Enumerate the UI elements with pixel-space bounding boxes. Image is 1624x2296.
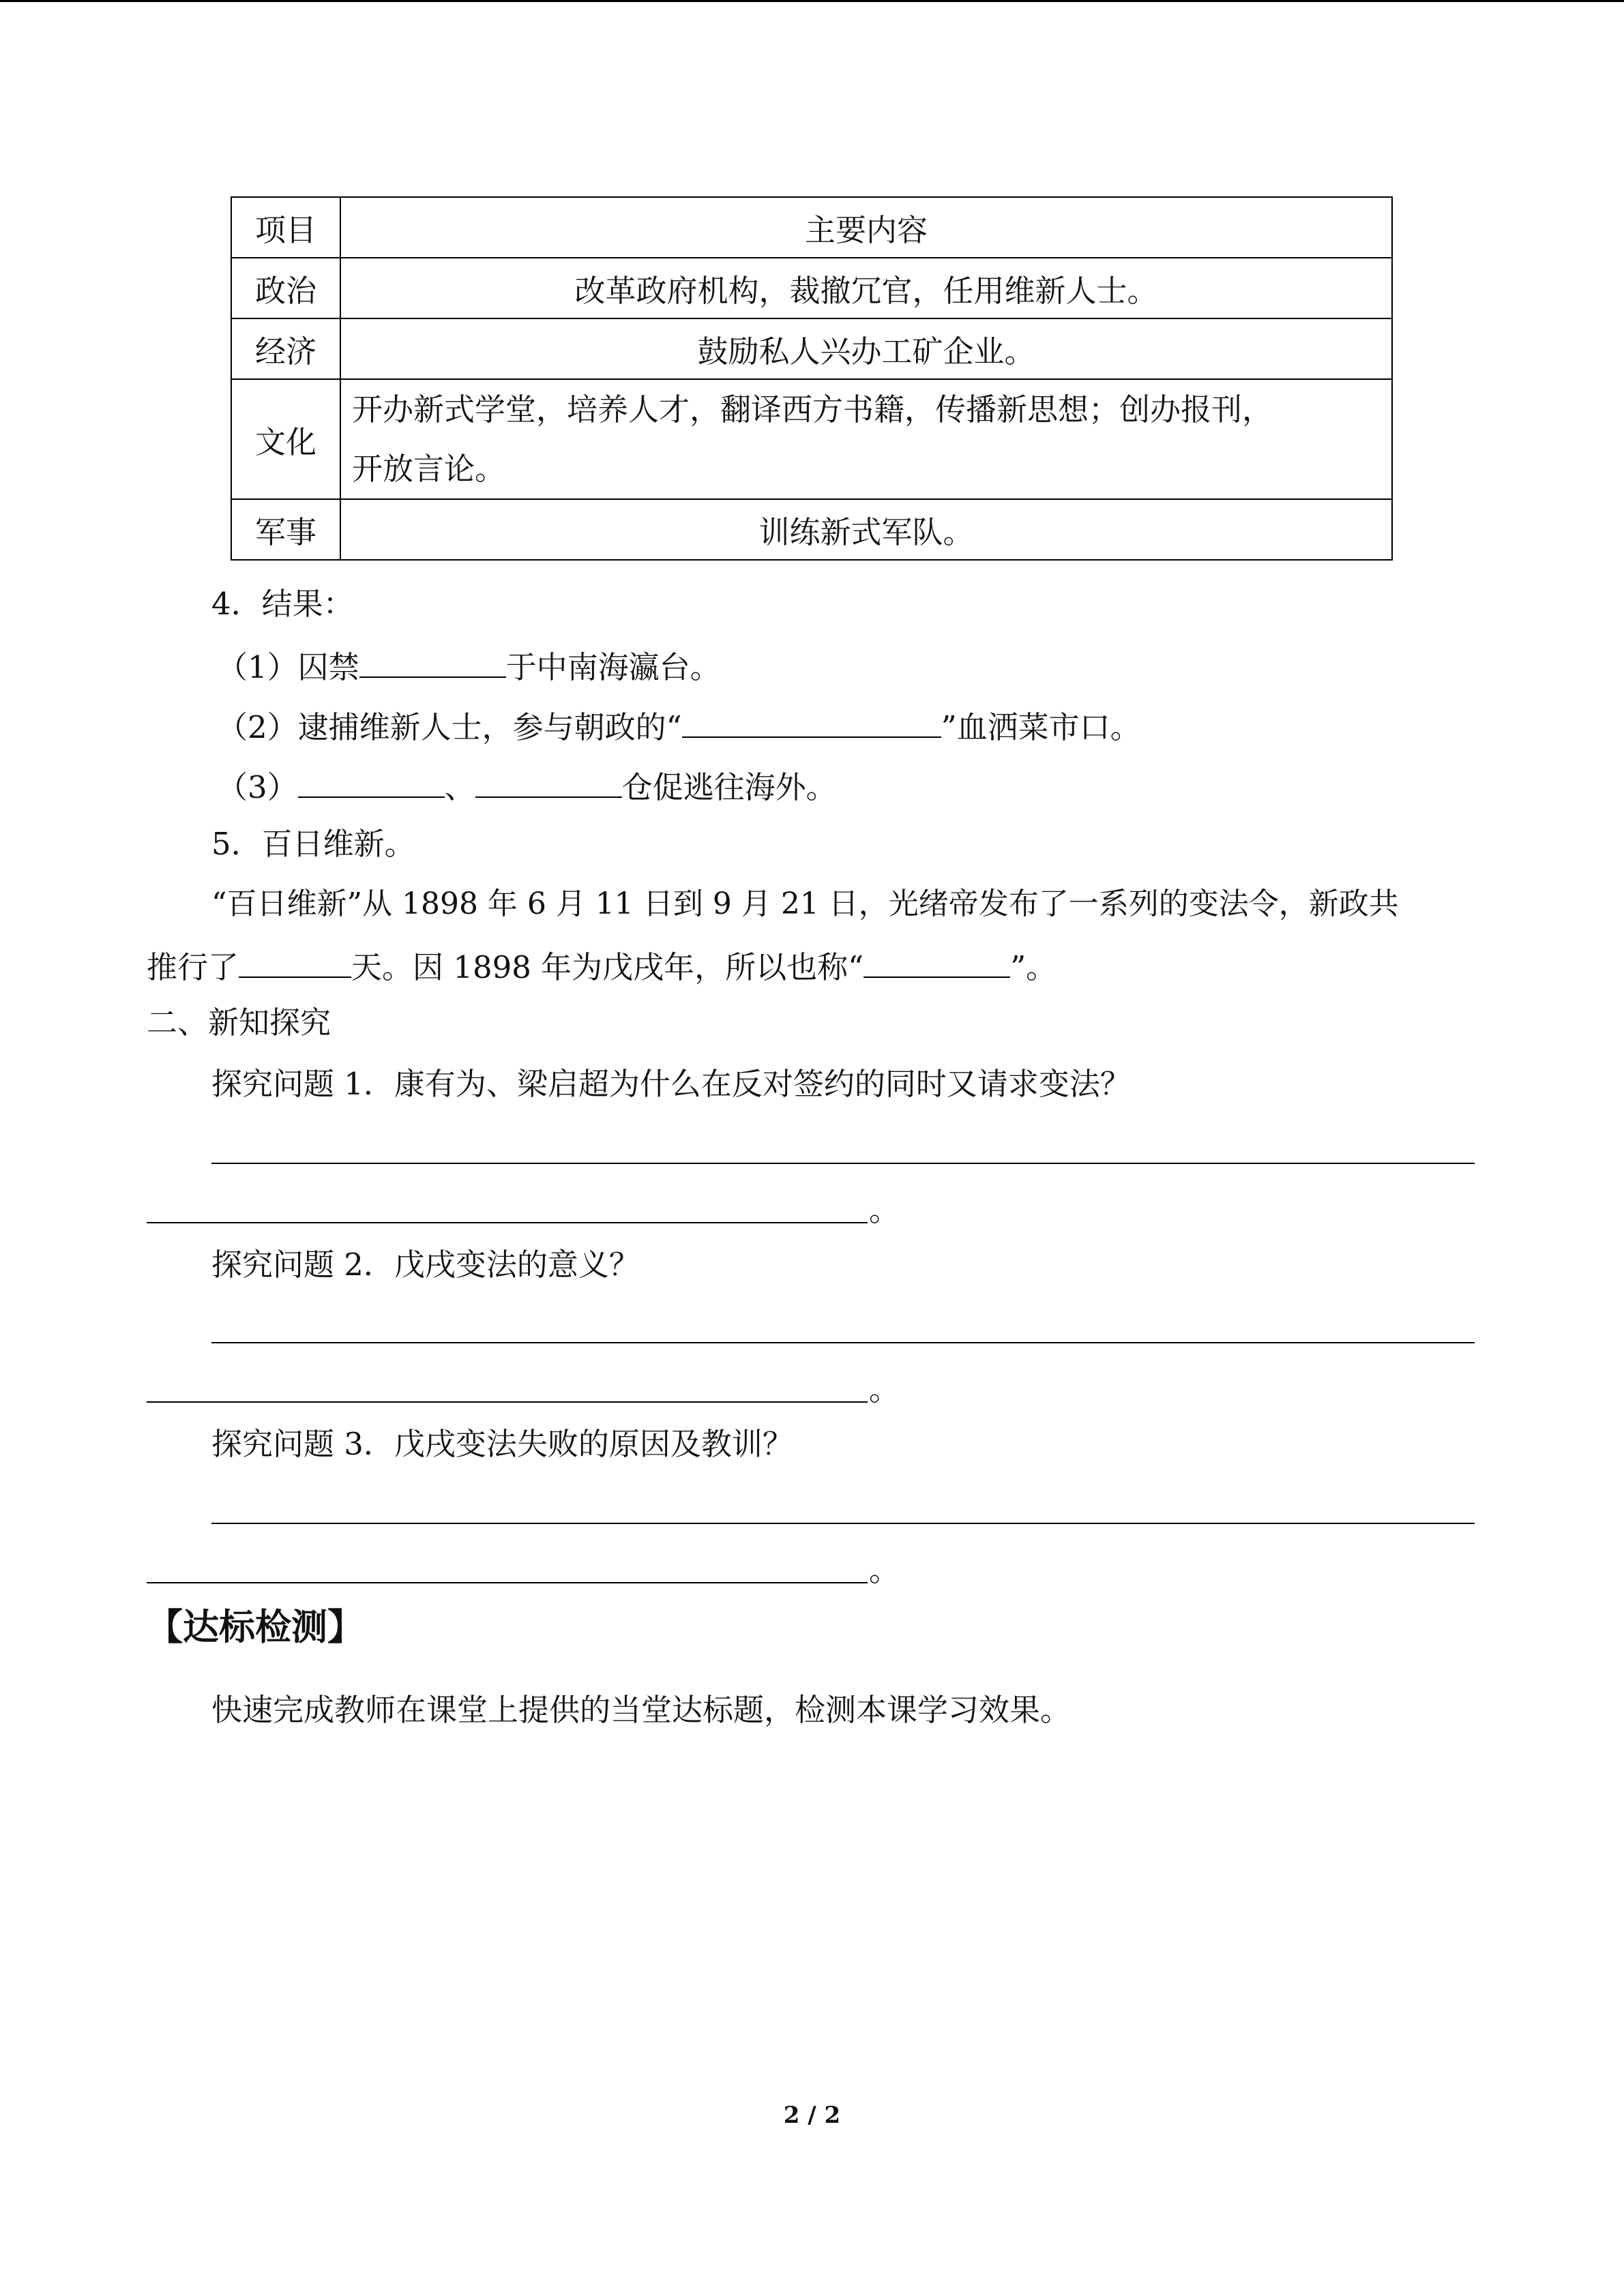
table-cell-content [340,379,1392,499]
table-row [231,258,1392,318]
table-row [231,499,1392,560]
hundred-days-line-2-mid: 天。因 1898 年为戊戌年，所以也称“ [351,949,864,985]
table-cell-content: 改革政府机构，裁撤冗官，任用维新人士。 [340,258,1392,318]
fill-blank[interactable] [359,644,506,678]
table-row [231,379,1392,499]
result-item-2-suffix: ”血洒菜市口。 [941,709,1141,745]
inquiry-question-1: 探究问题 1．康有为、梁启超为什么在反对签约的同时又请求变法？ [211,1066,1131,1102]
table-header-content: 主要内容 [340,197,1392,258]
hundred-days-line-2 [147,944,1057,988]
fill-blank[interactable] [682,704,941,738]
result-item-2 [217,704,1141,748]
result-item-3-middle: 、 [444,769,475,805]
answer-line[interactable] [211,1342,1475,1343]
answer-period: 。 [869,1552,900,1588]
table-cell-content-line2: 开放言论。 [352,451,506,487]
answer-period: 。 [869,1192,900,1228]
assessment-text: 快速完成教师在课堂上提供的当堂达标题，检测本课学习效果。 [211,1692,1072,1728]
answer-line[interactable] [147,1401,868,1403]
answer-period: 。 [869,1371,900,1407]
inquiry-question-2: 探究问题 2．戊戌变法的意义？ [211,1247,640,1283]
section-2-title: 二、新知探究 [147,1004,331,1041]
table-cell-content-line1: 开办新式学堂，培养人才，翻译西方书籍，传播新思想；创办报刊， [352,391,1273,428]
table-cell-item: 经济 [231,318,340,379]
answer-line[interactable] [211,1523,1475,1524]
result-item-3-suffix: 仓促逃往海外。 [621,769,837,805]
result-item-1-prefix: （1）囚禁 [217,649,359,685]
result-item-3-prefix: （3） [217,769,298,805]
fill-blank[interactable] [863,944,1010,978]
page-top-border [0,0,1624,2]
hundred-days-line-2-prefix: 推行了 [147,949,239,985]
result-item-1 [217,644,721,688]
fill-blank[interactable] [239,944,351,978]
page-number: 2 / 2 [783,2102,841,2129]
result-item-3 [217,764,837,808]
table-cell-item: 军事 [231,499,340,560]
fill-blank[interactable] [475,764,622,798]
result-item-1-suffix: 于中南海瀛台。 [505,649,721,685]
answer-line[interactable] [147,1582,868,1583]
table-cell-content: 鼓励私人兴办工矿企业。 [340,318,1392,379]
result-heading: 4．结果： [211,586,354,622]
answer-line[interactable] [147,1222,868,1223]
hundred-days-heading: 5．百日维新。 [211,826,415,862]
table-cell-item: 政治 [231,258,340,318]
answer-line[interactable] [211,1163,1475,1164]
table-cell-content: 训练新式军队。 [340,499,1392,560]
result-item-2-prefix: （2）逮捕维新人士，参与朝政的“ [217,709,682,745]
assessment-title: 【达标检测】 [147,1607,364,1648]
table-header-item: 项目 [231,197,340,258]
reform-content-table [231,196,1393,561]
hundred-days-line-1: “百日维新”从 1898 年 6 月 11 日到 9 月 21 日，光绪帝发布了一系列的变法令，新政共 [211,886,1399,921]
fill-blank[interactable] [298,764,445,798]
hundred-days-line-2-suffix: ”。 [1010,949,1057,985]
table-row [231,318,1392,379]
inquiry-question-3: 探究问题 3．戊戌变法失败的原因及教训？ [211,1426,793,1462]
table-cell-item: 文化 [231,379,340,499]
table-header-row [231,197,1392,258]
